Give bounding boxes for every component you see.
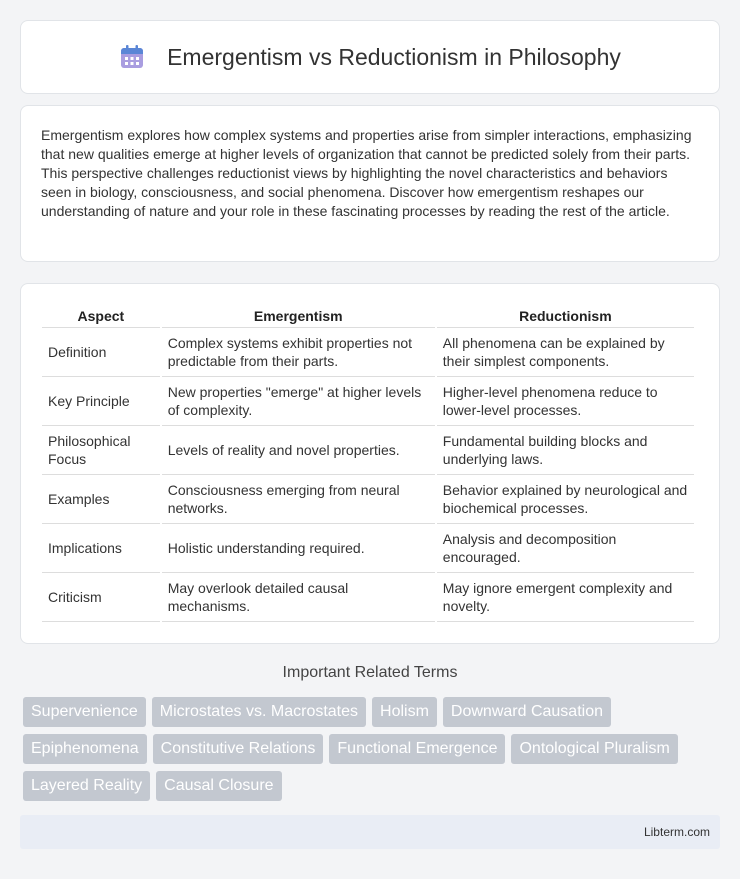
cell-aspect: Examples bbox=[42, 475, 160, 524]
table-row bbox=[42, 426, 694, 475]
header-emergentism: Emergentism bbox=[162, 304, 435, 328]
cell-aspect: Implications bbox=[42, 524, 160, 573]
cell-reductionism: May ignore emergent complexity and novelty. bbox=[437, 573, 694, 622]
table-row bbox=[42, 573, 694, 622]
header-reductionism: Reductionism bbox=[437, 304, 694, 328]
related-terms-title: Important Related Terms bbox=[282, 664, 458, 681]
cell-aspect: Criticism bbox=[42, 573, 160, 622]
cell-reductionism: All phenomena can be explained by their simplest components. bbox=[437, 328, 694, 377]
table-row bbox=[42, 328, 694, 377]
comparison-table bbox=[40, 304, 696, 622]
header-aspect: Aspect bbox=[42, 304, 160, 328]
comparison-table-card bbox=[20, 283, 720, 644]
cell-reductionism: Fundamental building blocks and underlying laws. bbox=[437, 426, 694, 475]
cell-emergentism: Levels of reality and novel properties. bbox=[162, 426, 435, 475]
cell-emergentism: Holistic understanding required. bbox=[162, 524, 435, 573]
tag-downward-causation[interactable]: Downward Causation bbox=[443, 697, 611, 727]
footer bbox=[20, 815, 720, 849]
table-header-row bbox=[42, 304, 694, 328]
tag-epiphenomena[interactable]: Epiphenomena bbox=[23, 734, 147, 764]
header-card bbox=[20, 20, 720, 94]
tag-microstates-vs-macrostates[interactable]: Microstates vs. Macrostates bbox=[152, 697, 366, 727]
cell-aspect: Key Principle bbox=[42, 377, 160, 426]
page-title: Emergentism vs Reductionism in Philosophy bbox=[167, 43, 621, 70]
cell-emergentism: New properties "emerge" at higher levels of complexity. bbox=[162, 377, 435, 426]
table-row bbox=[42, 475, 694, 524]
cell-emergentism: May overlook detailed causal mechanisms. bbox=[162, 573, 435, 622]
tag-ontological-pluralism[interactable]: Ontological Pluralism bbox=[511, 734, 677, 764]
related-terms-tags bbox=[23, 697, 723, 801]
tag-layered-reality[interactable]: Layered Reality bbox=[23, 771, 150, 801]
tag-causal-closure[interactable]: Causal Closure bbox=[156, 771, 281, 801]
cell-aspect: Definition bbox=[42, 328, 160, 377]
cell-emergentism: Complex systems exhibit properties not predictable from their parts. bbox=[162, 328, 435, 377]
cell-reductionism: Behavior explained by neurological and biochemical processes. bbox=[437, 475, 694, 524]
tag-constitutive-relations[interactable]: Constitutive Relations bbox=[153, 734, 324, 764]
calendar-icon bbox=[119, 44, 145, 70]
tag-functional-emergence[interactable]: Functional Emergence bbox=[329, 734, 505, 764]
footer-brand[interactable]: Libterm.com bbox=[643, 825, 710, 839]
intro-card bbox=[20, 105, 720, 262]
intro-paragraph: Emergentism explores how complex systems and properties arise from simpler interactions, emphasizing that new qualities emerge at higher levels of organization that cannot be predicted solely from their parts. This perspective challenges reductionist views by highlighting the novel characteristics and behaviors seen in biology, consciousness, and social phenomena. Discover how emergentism reshapes our understanding of nature and your role in these fascinating processes by reading the rest of the article. bbox=[41, 127, 692, 219]
table-row bbox=[42, 377, 694, 426]
cell-reductionism: Analysis and decomposition encouraged. bbox=[437, 524, 694, 573]
tag-holism[interactable]: Holism bbox=[372, 697, 437, 727]
cell-reductionism: Higher-level phenomena reduce to lower-level processes. bbox=[437, 377, 694, 426]
cell-emergentism: Consciousness emerging from neural networks. bbox=[162, 475, 435, 524]
cell-aspect: Philosophical Focus bbox=[42, 426, 160, 475]
tag-supervenience[interactable]: Supervenience bbox=[23, 697, 146, 727]
table-row bbox=[42, 524, 694, 573]
